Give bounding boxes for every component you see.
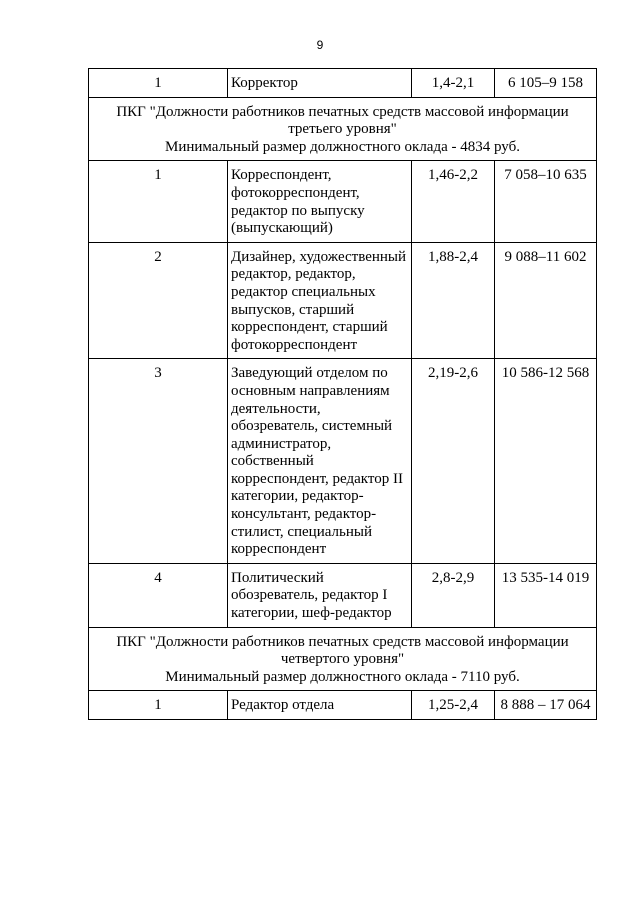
position-title: Дизайнер, художественный редактор, редактор, редактор специальных выпусков, старший корреспондент, старший фотокорреспондент [228, 242, 412, 359]
table-row [89, 691, 597, 720]
position-title: Заведующий отделом по основным направлениям деятельности, обозреватель, системный администратор, собственный корреспондент, редактор II категории, редактор-консультант, редактор-стилист, специальный корреспондент [228, 359, 412, 564]
position-title: Корреспондент, фотокорреспондент, редактор по выпуску (выпускающий) [228, 161, 412, 242]
page-number: 9 [316, 38, 324, 52]
group-header [89, 97, 597, 161]
table-row [89, 359, 597, 564]
position-title: Корректор [228, 69, 412, 98]
salary-range: 10 586-12 568 [495, 359, 597, 564]
group-title: ПКГ "Должности работников печатных средств массовой информации четвертого уровня" [116, 633, 569, 668]
row-number: 1 [89, 691, 228, 720]
salary-table [88, 68, 597, 720]
position-title: Политический обозреватель, редактор I категории, шеф-редактор [228, 563, 412, 627]
salary-range: 8 888 – 17 064 [495, 691, 597, 720]
coefficient-range: 1,46-2,2 [412, 161, 495, 242]
table-row [89, 563, 597, 627]
group-title: ПКГ "Должности работников печатных средств массовой информации третьего уровня" [116, 103, 569, 138]
coefficient-range: 1,4-2,1 [412, 69, 495, 98]
salary-range: 13 535-14 019 [495, 563, 597, 627]
table-row [89, 69, 597, 98]
group-min-salary: Минимальный размер должностного оклада - 4834 руб. [165, 138, 520, 155]
salary-range: 7 058–10 635 [495, 161, 597, 242]
salary-range: 9 088–11 602 [495, 242, 597, 359]
group-header [89, 627, 597, 691]
row-number: 1 [89, 69, 228, 98]
salary-range: 6 105–9 158 [495, 69, 597, 98]
coefficient-range: 1,88-2,4 [412, 242, 495, 359]
coefficient-range: 2,8-2,9 [412, 563, 495, 627]
coefficient-range: 1,25-2,4 [412, 691, 495, 720]
group-row [89, 97, 597, 161]
row-number: 1 [89, 161, 228, 242]
table-row [89, 161, 597, 242]
row-number: 4 [89, 563, 228, 627]
row-number: 3 [89, 359, 228, 564]
table-row [89, 242, 597, 359]
group-min-salary: Минимальный размер должностного оклада - 7110 руб. [165, 668, 520, 685]
position-title: Редактор отдела [228, 691, 412, 720]
group-row [89, 627, 597, 691]
row-number: 2 [89, 242, 228, 359]
coefficient-range: 2,19-2,6 [412, 359, 495, 564]
